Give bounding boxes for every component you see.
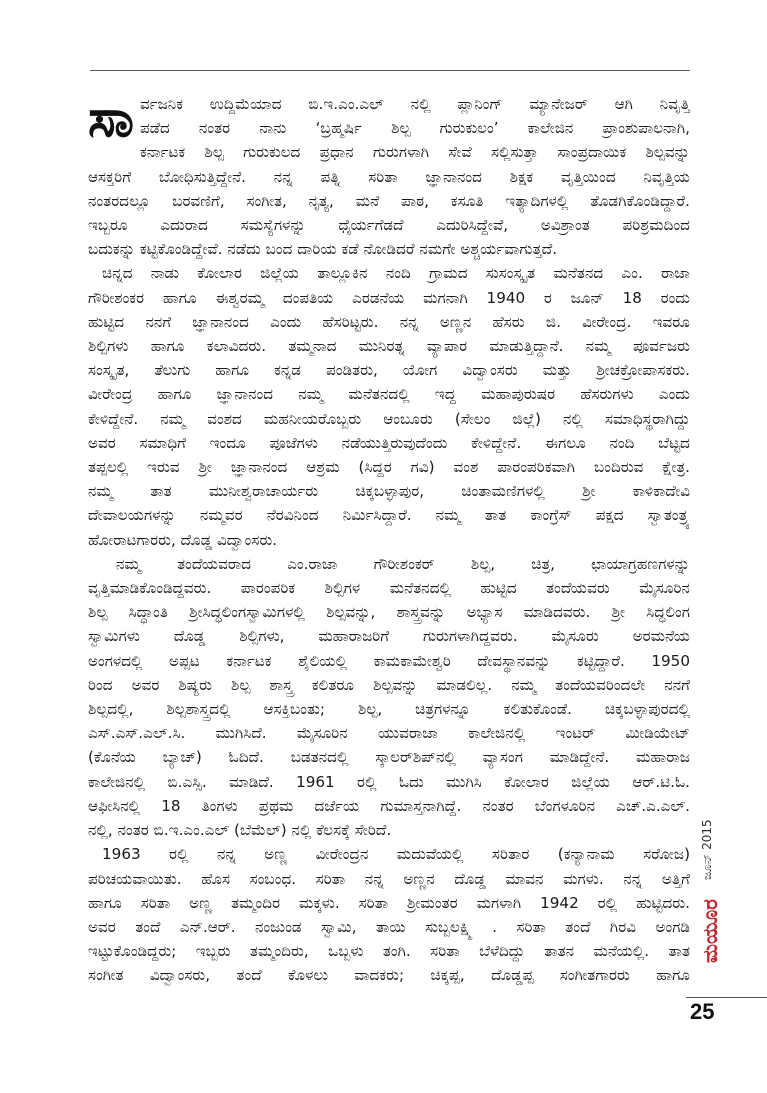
text-line: ಕೇಳಿದ್ದೇನೆ. ನಮ್ಮ ವಂಶದ ಮಹನೀಯರೊಬ್ಬರು ಆಂಬೂರು (ಸೇಲಂ ಜಿಲ್ಲೆ) ನಲ್ಲಿ ಸಮಾಧಿಸ್ಥರಾಗಿದ್ದು <box>88 409 690 428</box>
text-line: ಅಂಗಳದಲ್ಲಿ ಅಪ್ಪಟ ಕರ್ನಾಟಕ ಶೈಲಿಯಲ್ಲಿ ಕಾಮಕಾಮೇಶ್ವರಿ ದೇವಸ್ಥಾನವನ್ನು ಕಟ್ಟಿದ್ದಾರೆ. 1950 <box>88 651 690 670</box>
text-line: ದೇವಾಲಯಗಳನ್ನು ನಮ್ಮವರ ನೆರವಿನಿಂದ ನಿರ್ಮಿಸಿದ್ದಾರೆ. ನಮ್ಮ ತಾತ ಕಾಂಗ್ರೆಸ್ ಪಕ್ಷದ ಸ್ವಾತಂತ್ರ್ಯ <box>88 506 690 525</box>
text-line: ಚಿನ್ನದ ನಾಡು ಕೋಲಾರ ಜಿಲ್ಲೆಯ ತಾಲ್ಲೂಕಿನ ನಂದಿ ಗ್ರಾಮದ ಸುಸಂಸ್ಕೃತ ಮನೆತನದ ಎಂ. ರಾಜಾ <box>102 264 690 283</box>
text-line: ನಮ್ಮ ತಂದೆಯವರಾದ ಎಂ.ರಾಜಾ ಗೌರೀಶಂಕರ್ ಶಿಲ್ಪ, ಚಿತ್ರ, ಛಾಯಾಗ್ರಹಣಗಳನ್ನು <box>116 554 690 573</box>
text-line: ತಪ್ಪಲಲ್ಲಿ ಇರುವ ಶ್ರೀ ಜ್ಞಾನಾನಂದ ಆಶ್ರಮ (ಸಿದ್ದರ ಗವಿ) ವಂಶ ಪಾರಂಪರಿಕವಾಗಿ ಬಂದಿರುವ ಕ್ಷೇತ್ರ. <box>88 458 690 477</box>
text-line: ಅವರ ಸಮಾಧಿಗೆ ಇಂದೂ ಪೂಜೆಗಳು ನಡೆಯುತ್ತಿರುವುದೆಂದು ಕೇಳಿದ್ದೇನೆ. ಈಗಲೂ ನಂದಿ ಬೆಟ್ಟದ <box>88 433 690 452</box>
text-line: ಸಂಗೀತ ವಿದ್ವಾಂಸರು, ತಂದೆ ಕೊಳಲು ವಾದಕರು; ಚಿಕ್ಕಪ್ಪ, ದೊಡ್ಡಪ್ಪ ಸಂಗೀತಗಾರರು ಹಾಗೂ <box>88 966 690 985</box>
text-line: ಸ್ವಾಮಿಗಳು ದೊಡ್ಡ ಶಿಲ್ಪಿಗಳು, ಮಹಾರಾಜರಿಗೆ ಗುರುಗಳಾಗಿದ್ದವರು. ಮೈಸೂರು ಅರಮನೆಯ <box>88 627 690 646</box>
magazine-sidebar <box>694 810 734 970</box>
text-line: ಹೋರಾಟಗಾರರು, ದೊಡ್ಡ ವಿದ್ವಾಂಸರು. <box>88 530 278 549</box>
text-line: ಶಿಲ್ಪದಲ್ಲಿ, ಶಿಲ್ಪಶಾಸ್ತ್ರದಲ್ಲಿ ಆಸಕ್ತಿಬಂತು; ಶಿಲ್ಪ, ಚಿತ್ರಗಳನ್ನೂ ಕಲಿತುಕೊಂಡೆ. ಚಿಕ್ಕಬಳ್ಳಾಪುರದಲ್ಲಿ <box>88 700 690 719</box>
paragraph-1 <box>88 89 690 261</box>
text-line: ಹುಟ್ಟಿದ ನನಗೆ ಜ್ಞಾನಾನಂದ ಎಂದು ಹೆಸರಿಟ್ಟರು. ನನ್ನ ಅಣ್ಣನ ಹೆಸರು ಜಿ. ವೀರೇಂದ್ರ. ಇವರೂ <box>88 312 690 331</box>
text-line: ಆಸಕ್ತರಿಗೆ ಬೋಧಿಸುತ್ತಿದ್ದೇನೆ. ನನ್ನ ಪತ್ನಿ ಸರಿತಾ ಜ್ಞಾನಾನಂದ ಶಿಕ್ಷಕ ವೃತ್ತಿಯಿಂದ ನಿವೃತ್ತಿಯ <box>88 167 690 186</box>
text-line: ಶಿಲ್ಪಿಗಳು ಹಾಗೂ ಕಲಾವಿದರು. ತಮ್ಮನಾದ ಮುನಿರತ್ನ ವ್ಯಾಪಾರ ಮಾಡುತ್ತಿದ್ದಾನೆ. ನಮ್ಮ ಪೂರ್ವಜರು <box>88 337 690 356</box>
text-line: ರಿಂದ ಅವರ ಶಿಷ್ಯರು ಶಿಲ್ಪ ಶಾಸ್ತ್ರ ಕಲಿತರೂ ಶಿಲ್ಪವನ್ನು ಮಾಡಲಿಲ್ಲ. ನಮ್ಮ ತಂದೆಯವರಿಂದಲೇ ನನಗೆ <box>88 675 690 694</box>
article-body <box>88 89 690 988</box>
text-line: ನಲ್ಲಿ, ನಂತರ ಬಿ.ಇ.ಎಂ.ಎಲ್ (ಬೆಮೆಲ್) ನಲ್ಲಿ ಕೆಲಸಕ್ಕೆ ಸೇರಿದೆ. <box>88 821 392 840</box>
magazine-logo: ಮಯೂರ <box>698 899 722 963</box>
text-line: ಬದುಕನ್ನು ಕಟ್ಟಿಕೊಂಡಿದ್ದೇವೆ. ನಡೆದು ಬಂದ ದಾರಿಯ ಕಡೆ ನೋಡಿದರೆ ನಮಗೇ ಅಶ್ಚರ್ಯವಾಗುತ್ತದೆ. <box>88 240 558 259</box>
text-line: 1963 ರಲ್ಲಿ ನನ್ನ ಅಣ್ಣ ವೀರೇಂದ್ರನ ಮದುವೆಯಲ್ಲಿ ಸರಿತಾರ (ಕನ್ಯಾನಾಮ ಸರೋಜ) <box>102 845 690 864</box>
text-line: ಆಫೀಸಿನಲ್ಲಿ 18 ತಿಂಗಳು ಪ್ರಥಮ ದರ್ಜೆಯ ಗುಮಾಸ್ತನಾಗಿದ್ದೆ. ನಂತರ ಬೆಂಗಳೂರಿನ ಎಚ್.ಎ.ಎಲ್. <box>88 796 690 815</box>
top-rule <box>90 70 690 71</box>
text-line: ಸಂಸ್ಕೃತ, ತೆಲುಗು ಹಾಗೂ ಕನ್ನಡ ಪಂಡಿತರು, ಯೋಗ ವಿದ್ವಾಂಸರು ಮತ್ತು ಶ್ರೀಚಕ್ರೋಪಾಸಕರು. <box>88 361 690 380</box>
paragraph-2 <box>88 261 690 551</box>
drop-cap: ಸಾ <box>88 89 134 149</box>
paragraph-4 <box>88 842 690 987</box>
text-line: ರ್ವಜನಿಕ ಉದ್ದಿಮೆಯಾದ ಬಿ.ಇ.ಎಂ.ಎಲ್ ನಲ್ಲಿ ಪ್ಲಾನಿಂಗ್ ಮ್ಯಾನೇಜರ್ ಆಗಿ ನಿವೃತ್ತಿ <box>139 95 690 113</box>
text-line: ಕರ್ನಾಟಕ ಶಿಲ್ಪ ಗುರುಕುಲದ ಪ್ರಧಾನ ಗುರುಗಳಾಗಿ ಸೇವೆ ಸಲ್ಲಿಸುತ್ತಾ ಸಾಂಪ್ರದಾಯಿಕ ಶಿಲ್ಪವನ್ನು <box>139 143 690 162</box>
text-line: ಇಟ್ಟುಕೊಂಡಿದ್ದರು; ಇಬ್ಬರು ತಮ್ಮಂದಿರು, ಒಬ್ಬಳು ತಂಗಿ. ಸರಿತಾ ಬೆಳೆದಿದ್ದು ತಾತನ ಮನೆಯಲ್ಲಿ. ತಾತ <box>88 942 690 961</box>
paragraph-3 <box>88 552 690 842</box>
text-line: ಇಬ್ಬರೂ ಎದುರಾದ ಸಮಸ್ಯೆಗಳನ್ನು ಧೈರ್ಯಗೆಡದೆ ಎದುರಿಸಿದ್ದೇವೆ, ಅವಿಶ್ರಾಂತ ಪರಿಶ್ರಮದಿಂದ <box>88 216 690 235</box>
text-line: ಹಾಗೂ ಸರಿತಾ ಅಣ್ಣ ತಮ್ಮಂದಿರ ಮಕ್ಕಳು. ಸರಿತಾ ಶ್ರೀಮಂತರ ಮಗಳಾಗಿ 1942 ರಲ್ಲಿ ಹುಟ್ಟಿದರು. <box>88 893 690 912</box>
text-line: ಕಾಲೇಜಿನಲ್ಲಿ ಬಿ.ಎಸ್ಸಿ. ಮಾಡಿದೆ. 1961 ರಲ್ಲಿ ಓದು ಮುಗಿಸಿ ಕೋಲಾರ ಜಿಲ್ಲೆಯ ಆರ್.ಟಿ.ಓ. <box>88 772 690 791</box>
text-line: (ಕೊನೆಯ ಬ್ಯಾಚ್) ಓದಿದೆ. ಬಡತನದಲ್ಲಿ ಸ್ಕಾಲರ್‌ಶಿಪ್‌ನಲ್ಲಿ ವ್ಯಾಸಂಗ ಮಾಡಿದ್ದೇನೆ. ಮಹಾರಾಜ <box>88 748 690 767</box>
text-line: ಎಸ್.ಎಸ್.ಎಲ್.ಸಿ. ಮುಗಿಸಿದೆ. ಮೈಸೂರಿನ ಯುವರಾಜಾ ಕಾಲೇಜಿನಲ್ಲಿ ಇಂಟರ್ ಮೀಡಿಯೇಟ್ <box>88 724 690 743</box>
page-number: 25 <box>690 999 715 1024</box>
text-line: ವೀರೇಂದ್ರ ಹಾಗೂ ಜ್ಞಾನಾನಂದ ನಮ್ಮ ಮನೆತನದಲ್ಲಿ ಇದ್ದ ಮಹಾಪುರುಷರ ಹೆಸರುಗಳು ಎಂದು <box>88 385 690 404</box>
text-line: ಶಿಲ್ಪ ಸಿದ್ಧಾಂತಿ ಶ್ರೀಸಿದ್ಧಲಿಂಗಸ್ವಾಮಿಗಳಲ್ಲಿ ಶಿಲ್ಪವನ್ನು, ಶಾಸ್ತ್ರವನ್ನು ಅಭ್ಯಾಸ ಮಾಡಿದವರು. ಶ್ರೀ ಸಿದ್ಧಲಿಂಗ <box>88 603 690 622</box>
text-line: ಪರಿಚಯವಾಯಿತು. ಹೊಸ ಸಂಬಂಧ. ಸರಿತಾ ನನ್ನ ಅಣ್ಣನ ದೊಡ್ಡ ಮಾವನ ಮಗಳು. ನನ್ನ ಅತ್ತಿಗೆ <box>88 869 690 888</box>
text-line: ನಂತರದಲ್ಲೂ ಬರವಣಿಗೆ, ಸಂಗೀತ, ನೃತ್ಯ, ಮನೆ ಪಾಠ, ಕಸೂತಿ ಇತ್ಯಾದಿಗಳಲ್ಲಿ ತೊಡಗಿಕೊಂಡಿದ್ದಾರೆ. <box>88 191 690 210</box>
text-line: ವೃತ್ತಿಮಾಡಿಕೊಂಡಿದ್ದವರು. ಪಾರಂಪರಿಕ ಶಿಲ್ಪಿಗಳ ಮನೆತನದಲ್ಲಿ ಹುಟ್ಟಿದ ತಂದೆಯವರು ಮೈಸೂರಿನ <box>88 579 690 598</box>
text-line: ಗೌರೀಶಂಕರ ಹಾಗೂ ಈಶ್ವರಮ್ಮ ದಂಪತಿಯ ಎರಡನೆಯ ಮಗನಾಗಿ 1940 ರ ಜೂನ್ 18 ರಂದು <box>88 288 690 307</box>
bottom-rule <box>686 997 767 998</box>
text-line: ಪಡೆದ ನಂತರ ನಾನು ‘ಬ್ರಹ್ಮರ್ಷಿ ಶಿಲ್ಪ ಗುರುಕುಲಂ’ ಕಾಲೇಜಿನ ಪ್ರಾಂಶುಪಾಲನಾಗಿ, <box>139 119 690 138</box>
text-line: ನಮ್ಮ ತಾತ ಮುನೀಶ್ವರಾಚಾರ್ಯರು ಚಿಕ್ಕಬಳ್ಳಾಪುರ, ಚಿಂತಾಮಣಿಗಳಲ್ಲಿ ಶ್ರೀ ಕಾಳಿಕಾದೇವಿ <box>88 482 690 501</box>
issue-date: ಜೂನ್ 2015 <box>700 819 714 881</box>
text-line: ಅವರ ತಂದೆ ಎನ್.ಆರ್. ನಂಜುಂಡ ಸ್ವಾಮಿ, ತಾಯಿ ಸುಬ್ಬಲಕ್ಷ್ಮಿ . ಸರಿತಾ ತಂದೆ ಗಿರವಿ ಅಂಗಡಿ <box>88 917 690 936</box>
